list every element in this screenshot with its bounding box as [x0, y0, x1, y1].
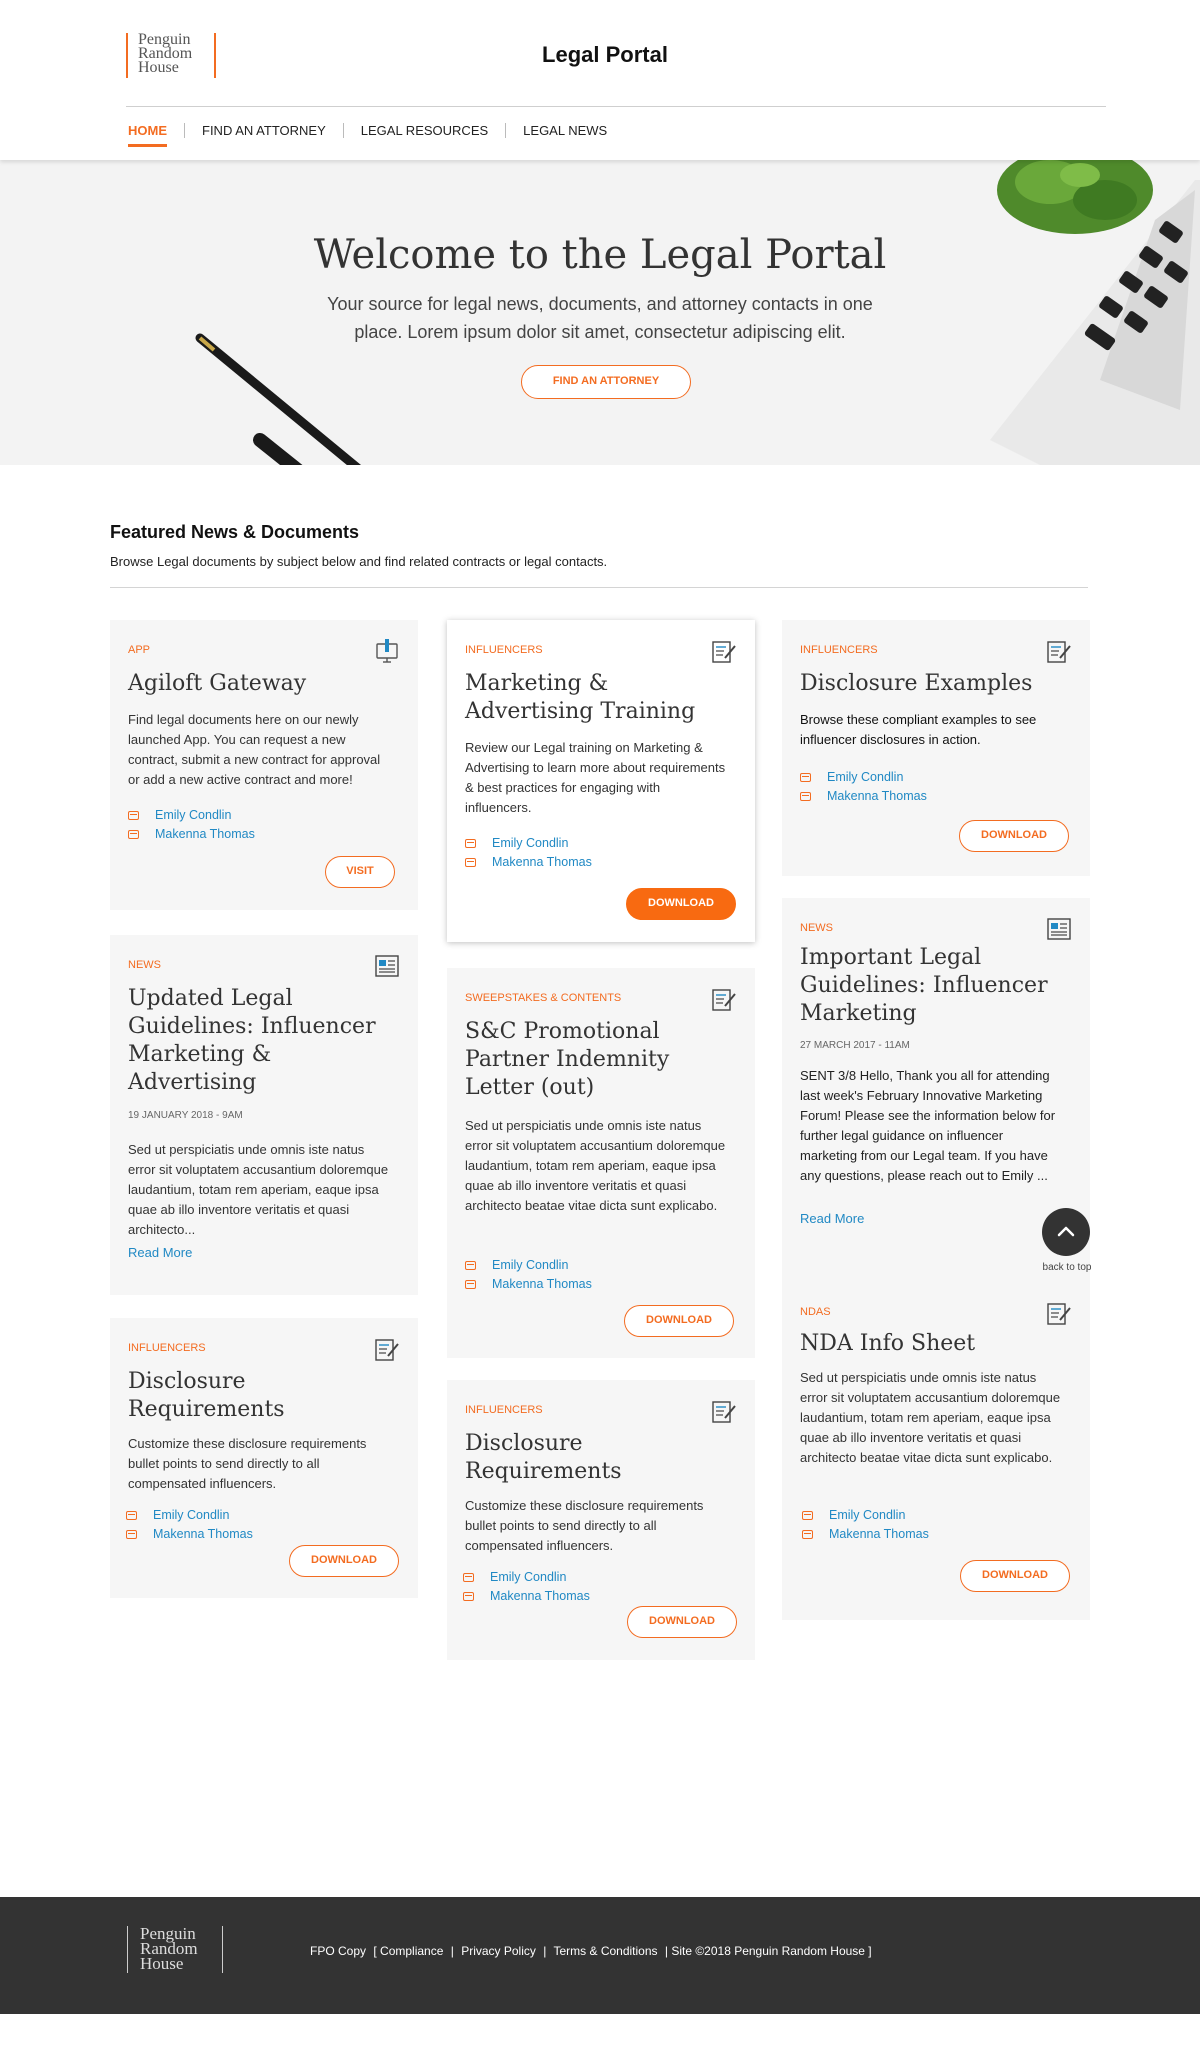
- card-body: Sed ut perspiciatis unde omnis iste natus error sit voluptatem accusantium doloremque laudantium, totam rem aperiam, eaque ipsa quae ab illo inventore veritatis et quasi architecto...: [128, 1142, 389, 1237]
- read-more-link[interactable]: Read More: [800, 1211, 865, 1226]
- card-updated-legal-guidelines: [110, 935, 418, 1295]
- contact-card-icon: [800, 792, 811, 801]
- card-title: Important Legal Guidelines: Influencer Marketing: [800, 945, 1048, 1026]
- download-button[interactable]: DOWNLOAD: [959, 820, 1069, 852]
- card-body: Find legal documents here on our newly launched App. You can request a new contract, submit a new contract for approval or add a new active contract and more!: [128, 712, 381, 787]
- pen-illustration: [190, 330, 380, 465]
- card-agiloft-gateway: [110, 620, 418, 910]
- card-nda-info-sheet: [782, 1288, 1090, 1620]
- card-body: Customize these disclosure requirements bullet points to send directly to all compensated influencers.: [128, 1436, 367, 1491]
- document-edit-icon: [711, 1398, 737, 1424]
- card-category: APP: [128, 644, 151, 656]
- document-edit-icon: [1046, 638, 1072, 664]
- nav-legal-resources[interactable]: LEGAL RESOURCES: [343, 123, 505, 138]
- footer-link-terms[interactable]: Terms & Conditions: [553, 1944, 658, 1958]
- contact-card-icon: [463, 1592, 474, 1601]
- card-title: Marketing & Advertising Training: [465, 671, 696, 724]
- contact-card-icon: [128, 830, 139, 839]
- card-category: INFLUENCERS: [800, 644, 878, 656]
- document-edit-icon: [711, 986, 737, 1012]
- nav-legal-news[interactable]: LEGAL NEWS: [505, 123, 624, 138]
- card-category: NDAS: [800, 1306, 831, 1318]
- card-disclosure-requirements: [447, 1380, 755, 1660]
- card-title: Updated Legal Guidelines: Influencer Marketing & Advertising: [128, 986, 376, 1095]
- featured-title: Featured News & Documents: [110, 522, 360, 542]
- laptop-illustration: [980, 180, 1200, 465]
- card-body: Review our Legal training on Marketing & Advertising to learn more about requirements & best practices for engaging with influencers.: [465, 740, 726, 815]
- card-title: Agiloft Gateway: [128, 671, 307, 696]
- card-date: 19 JANUARY 2018 - 9AM: [128, 1110, 243, 1121]
- contact-emily-condlin[interactable]: Emily Condlin: [463, 1570, 566, 1584]
- footer-link-privacy[interactable]: Privacy Policy: [461, 1944, 536, 1958]
- footer-link-compliance[interactable]: [ Compliance: [373, 1944, 444, 1958]
- card-body: Browse these compliant examples to see influencer disclosures in action.: [800, 712, 1037, 747]
- card-category: SWEEPSTAKES & CONTENTS: [465, 992, 622, 1004]
- header-divider: [126, 106, 1106, 107]
- card-marketing-training: [447, 620, 755, 942]
- footer-separator: |: [450, 1944, 454, 1958]
- featured-description: Browse Legal documents by subject below and find related contracts or legal contacts.: [110, 554, 608, 569]
- featured-divider: [110, 587, 1088, 588]
- contact-emily-condlin[interactable]: Emily Condlin: [126, 1508, 229, 1522]
- document-edit-icon: [374, 1336, 400, 1362]
- newspaper-icon: [1046, 916, 1072, 942]
- contact-card-icon: [126, 1530, 137, 1539]
- footer-logo[interactable]: Penguin Random House: [127, 1926, 223, 1973]
- contact-makenna-thomas[interactable]: Makenna Thomas: [128, 827, 255, 841]
- tablet-stylus-icon: [374, 638, 400, 664]
- contact-card-icon: [465, 1280, 476, 1289]
- read-more-link[interactable]: Read More: [128, 1245, 193, 1260]
- card-title: S&C Promotional Partner Indemnity Letter (out): [465, 1019, 670, 1100]
- nav-home[interactable]: HOME: [126, 123, 184, 138]
- contact-card-icon: [802, 1530, 813, 1539]
- card-title: NDA Info Sheet: [800, 1331, 976, 1356]
- document-edit-icon: [711, 638, 737, 664]
- portal-title: Legal Portal: [542, 42, 668, 67]
- download-button[interactable]: DOWNLOAD: [624, 1305, 734, 1337]
- site-header: [0, 0, 1200, 160]
- contact-card-icon: [465, 839, 476, 848]
- contact-emily-condlin[interactable]: Emily Condlin: [465, 1258, 568, 1272]
- card-title: Disclosure Requirements: [465, 1431, 622, 1484]
- card-body: SENT 3/8 Hello, Thank you all for attending last week's February Innovative Marketing Forum! Please see the information below for further legal guidance on influencer marketing from our Legal team. If you have any questions, please reach out to Emily ...: [800, 1068, 1056, 1183]
- card-date: 27 MARCH 2017 - 11AM: [800, 1040, 910, 1051]
- contact-card-icon: [802, 1511, 813, 1520]
- contact-makenna-thomas[interactable]: Makenna Thomas: [800, 789, 927, 803]
- contact-card-icon: [800, 773, 811, 782]
- hero-find-attorney-button[interactable]: FIND AN ATTORNEY: [521, 365, 691, 399]
- back-to-top-label: back to top: [1042, 1262, 1092, 1273]
- back-to-top-button[interactable]: [1042, 1208, 1090, 1256]
- contact-emily-condlin[interactable]: Emily Condlin: [465, 836, 568, 850]
- card-category: INFLUENCERS: [128, 1342, 206, 1354]
- penguin-random-house-logo[interactable]: Penguin Random House: [126, 33, 216, 78]
- footer-copyright: | Site ©2018 Penguin Random House ]: [664, 1944, 872, 1958]
- card-sc-promotional: [447, 968, 755, 1358]
- main-nav: [126, 123, 624, 138]
- card-body: Sed ut perspiciatis unde omnis iste natus error sit voluptatem accusantium doloremque laudantium, totam rem aperiam, eaque ipsa quae ab illo inventore veritatis et quasi architecto beatae vitae dicta sunt explicabo.: [800, 1370, 1061, 1465]
- contact-makenna-thomas[interactable]: Makenna Thomas: [126, 1527, 253, 1541]
- card-title: Disclosure Examples: [800, 671, 1033, 696]
- contact-makenna-thomas[interactable]: Makenna Thomas: [802, 1527, 929, 1541]
- download-button[interactable]: DOWNLOAD: [289, 1545, 399, 1577]
- contact-card-icon: [128, 811, 139, 820]
- card-body: Sed ut perspiciatis unde omnis iste natus error sit voluptatem accusantium doloremque laudantium, totam rem aperiam, eaque ipsa quae ab illo inventore veritatis et quasi architecto beatae vitae dicta sunt explicabo.: [465, 1118, 726, 1213]
- footer-links: [310, 1944, 876, 1958]
- download-button[interactable]: DOWNLOAD: [960, 1560, 1070, 1592]
- newspaper-icon: [374, 953, 400, 979]
- contact-card-icon: [126, 1511, 137, 1520]
- card-disclosure-requirements: [110, 1318, 418, 1598]
- contact-emily-condlin[interactable]: Emily Condlin: [128, 808, 231, 822]
- card-category: NEWS: [800, 922, 833, 934]
- footer-separator: |: [543, 1944, 547, 1958]
- card-category: INFLUENCERS: [465, 644, 543, 656]
- card-category: INFLUENCERS: [465, 1404, 543, 1416]
- document-edit-icon: [1046, 1300, 1072, 1326]
- contact-emily-condlin[interactable]: Emily Condlin: [800, 770, 903, 784]
- card-body: Customize these disclosure requirements bullet points to send directly to all compensated influencers.: [465, 1498, 704, 1553]
- download-button[interactable]: DOWNLOAD: [627, 1606, 737, 1638]
- nav-find-attorney[interactable]: FIND AN ATTORNEY: [184, 123, 343, 138]
- contact-makenna-thomas[interactable]: Makenna Thomas: [465, 855, 592, 869]
- hero-banner: [0, 160, 1200, 465]
- contact-card-icon: [463, 1573, 474, 1582]
- card-category: NEWS: [128, 959, 161, 971]
- chevron-up-icon: [1042, 1208, 1090, 1256]
- footer-link-fpo-copy[interactable]: FPO Copy: [310, 1944, 367, 1958]
- download-button[interactable]: DOWNLOAD: [626, 888, 736, 920]
- visit-button[interactable]: VISIT: [325, 856, 395, 888]
- hero-subtitle: Your source for legal news, documents, and attorney contacts in one place. Lorem ipsum dolor sit amet, consectetur adipiscing elit.: [327, 294, 873, 342]
- card-title: Disclosure Requirements: [128, 1369, 285, 1422]
- hero-title: Welcome to the Legal Portal: [313, 232, 887, 278]
- card-disclosure-examples: [782, 620, 1090, 876]
- contact-makenna-thomas[interactable]: Makenna Thomas: [463, 1589, 590, 1603]
- contact-makenna-thomas[interactable]: Makenna Thomas: [465, 1277, 592, 1291]
- site-footer: [0, 1897, 1200, 2014]
- contact-card-icon: [465, 1261, 476, 1270]
- contact-emily-condlin[interactable]: Emily Condlin: [802, 1508, 905, 1522]
- contact-card-icon: [465, 858, 476, 867]
